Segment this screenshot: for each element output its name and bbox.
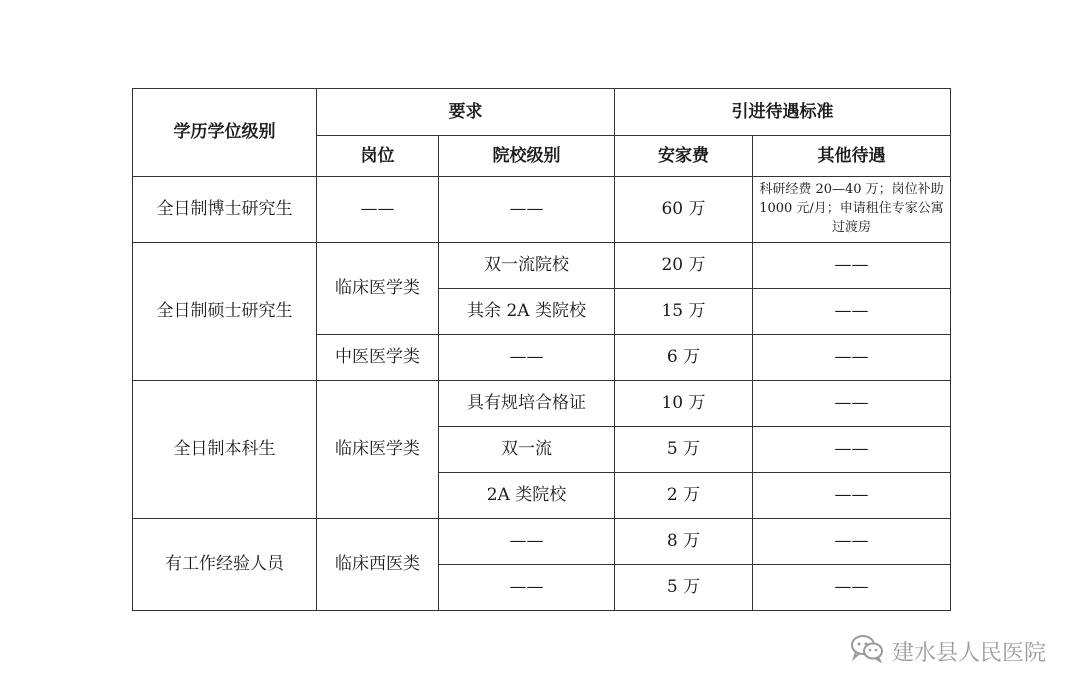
cell-fee: 6 万: [615, 335, 753, 381]
cell-other: ——: [753, 289, 951, 335]
cell-fee: 60 万: [615, 177, 753, 243]
header-benefits: 引进待遇标准: [615, 89, 951, 136]
cell-other: ——: [753, 335, 951, 381]
cell-school: 具有规培合格证: [439, 381, 615, 427]
cell-position: 临床医学类: [317, 381, 439, 519]
cell-school: ——: [439, 335, 615, 381]
cell-other: 科研经费 20—40 万；岗位补助 1000 元/月；申请租住专家公寓过渡房: [753, 177, 951, 243]
cell-school: ——: [439, 519, 615, 565]
header-settlement-fee: 安家费: [615, 136, 753, 177]
cell-position: 临床西医类: [317, 519, 439, 611]
cell-level: 有工作经验人员: [133, 519, 317, 611]
cell-level: 全日制硕士研究生: [133, 243, 317, 381]
header-requirements: 要求: [317, 89, 615, 136]
cell-position: ——: [317, 177, 439, 243]
cell-fee: 2 万: [615, 473, 753, 519]
table-row: [133, 177, 951, 243]
cell-fee: 10 万: [615, 381, 753, 427]
cell-other: ——: [753, 381, 951, 427]
cell-fee: 5 万: [615, 565, 753, 611]
cell-fee: 15 万: [615, 289, 753, 335]
wechat-icon: [850, 633, 884, 669]
cell-school: 双一流院校: [439, 243, 615, 289]
cell-level: 全日制博士研究生: [133, 177, 317, 243]
cell-fee: 8 万: [615, 519, 753, 565]
cell-school: ——: [439, 177, 615, 243]
cell-school: ——: [439, 565, 615, 611]
cell-position: 临床医学类: [317, 243, 439, 335]
watermark: [850, 634, 1046, 668]
cell-fee: 5 万: [615, 427, 753, 473]
cell-level: 全日制本科生: [133, 381, 317, 519]
table-row: [133, 519, 951, 565]
table-row: [133, 243, 951, 289]
cell-school: 其余 2A 类院校: [439, 289, 615, 335]
cell-other: ——: [753, 427, 951, 473]
watermark-text: 建水县人民医院: [891, 640, 1046, 666]
header-level: 学历学位级别: [133, 89, 317, 177]
cell-other: ——: [753, 243, 951, 289]
table-row: [133, 381, 951, 427]
cell-school: 2A 类院校: [439, 473, 615, 519]
header-other-benefits: 其他待遇: [753, 136, 951, 177]
cell-other: ——: [753, 473, 951, 519]
benefits-table: [132, 88, 951, 611]
cell-school: 双一流: [439, 427, 615, 473]
cell-other: ——: [753, 519, 951, 565]
cell-position: 中医医学类: [317, 335, 439, 381]
cell-other: ——: [753, 565, 951, 611]
cell-fee: 20 万: [615, 243, 753, 289]
header-school-level: 院校级别: [439, 136, 615, 177]
header-position: 岗位: [317, 136, 439, 177]
